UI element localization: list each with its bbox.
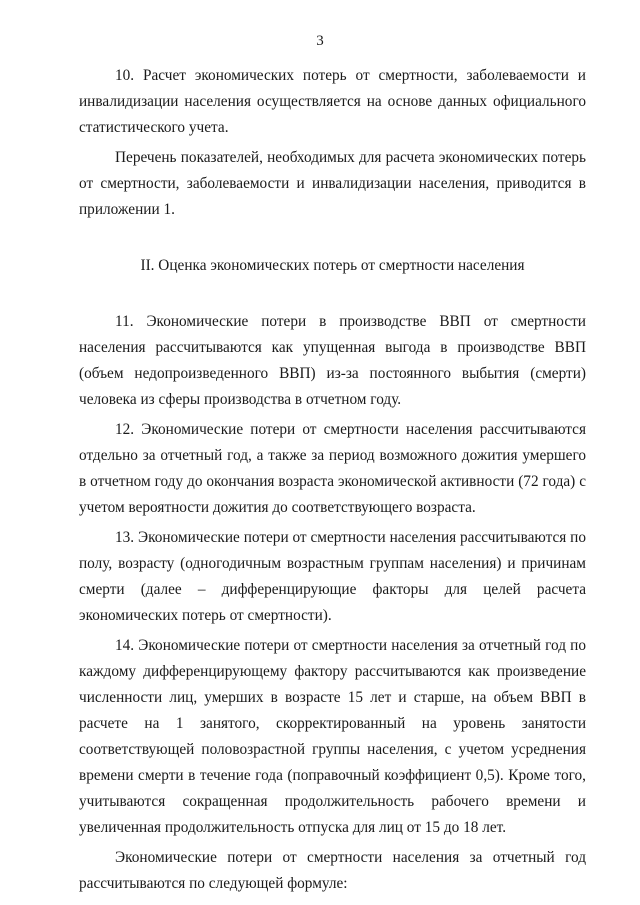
paragraph-11: 11. Экономические потери в производстве ВВП от смертности населения рассчитываются как упущенная выгода в производстве ВВП (объем недопроизведенного ВВП) из-за постоянного выбытия (смерти) человека из сферы производства в отчетном году. (79, 313, 586, 408)
paragraph-list-reference: Перечень показателей, необходимых для расчета экономических потерь от смертности, заболеваемости и инвалидизации населения, приводится в приложении 1. (79, 149, 586, 218)
section-heading: II. Оценка экономических потерь от смертности населения (140, 257, 525, 274)
document-body (79, 63, 586, 901)
paragraph-12: 12. Экономические потери от смертности населения рассчитываются отдельно за отчетный год, а также за период возможного дожития умершего в отчетном году до окончания возраста экономической активности (72 года) с учетом вероятности дожития до соответствующего возраста. (79, 421, 586, 516)
paragraph-13: 13. Экономические потери от смертности населения рассчитываются по полу, возрасту (одногодичным возрастным группам населения) и причинам смерти (далее – дифференцирующие факторы для целей расчета экономических потерь от смертности). (79, 529, 586, 624)
page-number: 3 (316, 33, 324, 49)
paragraph-14: 14. Экономические потери от смертности населения за отчетный год по каждому дифференцирующему фактору рассчитываются как произведение численности лиц, умерших в возрасте 15 лет и старше, на объем ВВП в расчете на 1 занятого, скорректированный на уровень занятости соответствующей половозрастной группы населения, с учетом усреднения времени смерти в течение года (поправочный коэффициент 0,5). Кроме того, учитываются сокращенная продолжительность рабочего времени и увеличенная продолжительность отпуска для лиц от 15 до 18 лет. (79, 637, 586, 836)
paragraph-10: 10. Расчет экономических потерь от смертности, заболеваемости и инвалидизации населения осуществляется на основе данных официального статистического учета. (79, 67, 586, 136)
paragraph-formula-intro: Экономические потери от смертности населения за отчетный год рассчитываются по следующей формуле: (79, 849, 586, 892)
